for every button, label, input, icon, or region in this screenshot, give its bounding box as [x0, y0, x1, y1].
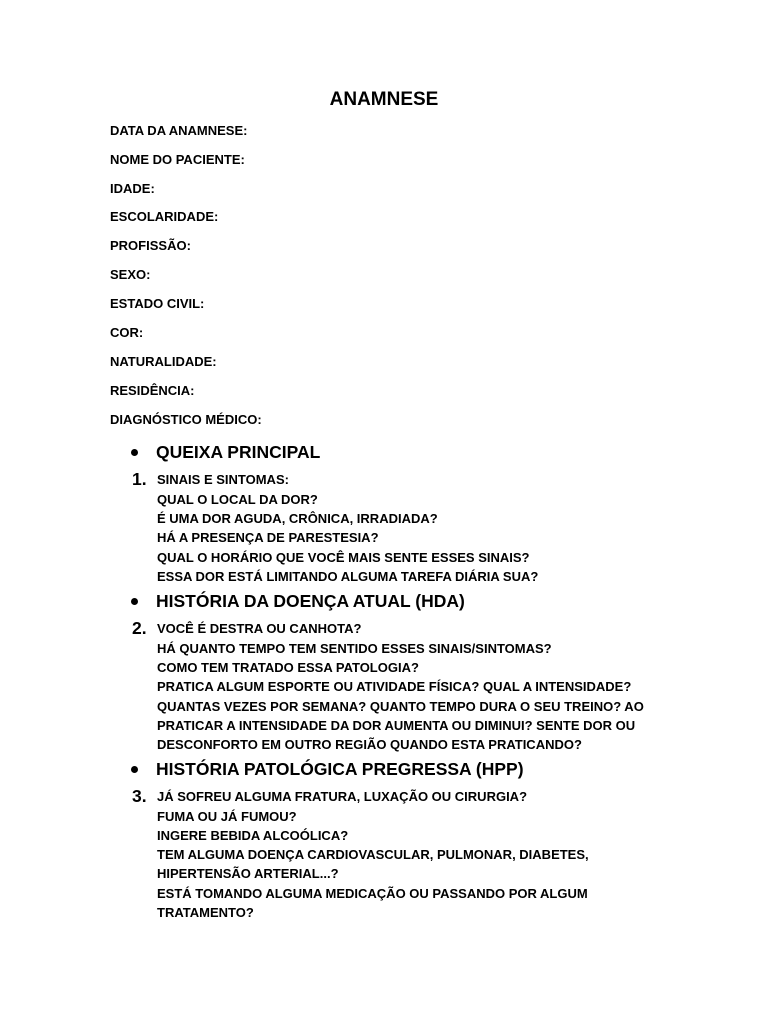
list-item: JÁ SOFREU ALGUMA FRATURA, LUXAÇÃO OU CIRURGIA? — [157, 789, 528, 804]
list-item: HIPERTENSÃO ARTERIAL...? — [157, 866, 339, 881]
list-item: ESTÁ TOMANDO ALGUMA MEDICAÇÃO OU PASSANDO POR ALGUM — [157, 886, 588, 901]
field-residencia: RESIDÊNCIA: — [110, 383, 195, 398]
list-item: TRATAMENTO? — [157, 905, 254, 920]
bullet-dot — [131, 598, 138, 605]
list-item: VOCÊ É DESTRA OU CANHOTA? — [157, 621, 362, 636]
list-item: SINAIS E SINTOMAS: — [157, 472, 289, 487]
list-item: HÁ A PRESENÇA DE PARESTESIA? — [157, 530, 379, 545]
list-item: HÁ QUANTO TEMPO TEM SENTIDO ESSES SINAIS/SINTOMAS? — [157, 641, 552, 656]
field-profissao: PROFISSÃO: — [110, 238, 191, 253]
list-item: É UMA DOR AGUDA, CRÔNICA, IRRADIADA? — [157, 511, 438, 526]
list-item: PRATICAR A INTENSIDADE DA DOR AUMENTA OU DIMINUI? SENTE DOR OU — [157, 718, 636, 733]
list-item: INGERE BEBIDA ALCOÓLICA? — [157, 828, 349, 843]
list-item: DESCONFORTO EM OUTRO REGIÃO QUANDO ESTA PRATICANDO? — [157, 737, 582, 752]
bullet-dot — [131, 449, 138, 456]
field-nome-paciente: NOME DO PACIENTE: — [110, 152, 245, 167]
list-number: 1. — [132, 469, 147, 489]
list-number: 2. — [132, 618, 147, 638]
section-heading-queixa-principal: QUEIXA PRINCIPAL — [156, 442, 321, 462]
list-item: COMO TEM TRATADO ESSA PATOLOGIA? — [157, 660, 419, 675]
field-data-anamnese: DATA DA ANAMNESE: — [110, 123, 248, 138]
list-item: PRATICA ALGUM ESPORTE OU ATIVIDADE FÍSICA? QUAL A INTENSIDADE? — [157, 679, 632, 694]
list-item: QUANTAS VEZES POR SEMANA? QUANTO TEMPO DURA O SEU TREINO? AO — [157, 699, 644, 714]
bullet-dot — [131, 766, 138, 773]
section-heading-hda: HISTÓRIA DA DOENÇA ATUAL (HDA) — [156, 591, 465, 611]
list-item: TEM ALGUMA DOENÇA CARDIOVASCULAR, PULMONAR, DIABETES, — [157, 847, 589, 862]
field-estado-civil: ESTADO CIVIL: — [110, 296, 205, 311]
list-item: ESSA DOR ESTÁ LIMITANDO ALGUMA TAREFA DIÁRIA SUA? — [157, 569, 539, 584]
field-naturalidade: NATURALIDADE: — [110, 354, 217, 369]
field-escolaridade: ESCOLARIDADE: — [110, 209, 219, 224]
list-item: QUAL O HORÁRIO QUE VOCÊ MAIS SENTE ESSES SINAIS? — [157, 550, 530, 565]
field-sexo: SEXO: — [110, 267, 151, 282]
field-cor: COR: — [110, 325, 144, 340]
field-idade: IDADE: — [110, 181, 155, 196]
list-item: FUMA OU JÁ FUMOU? — [157, 809, 297, 824]
document-title: ANAMNESE — [329, 89, 439, 110]
list-item: QUAL O LOCAL DA DOR? — [157, 492, 318, 507]
section-heading-hpp: HISTÓRIA PATOLÓGICA PREGRESSA (HPP) — [156, 759, 524, 779]
field-diagnostico-medico: DIAGNÓSTICO MÉDICO: — [110, 412, 262, 427]
list-number: 3. — [132, 786, 147, 806]
